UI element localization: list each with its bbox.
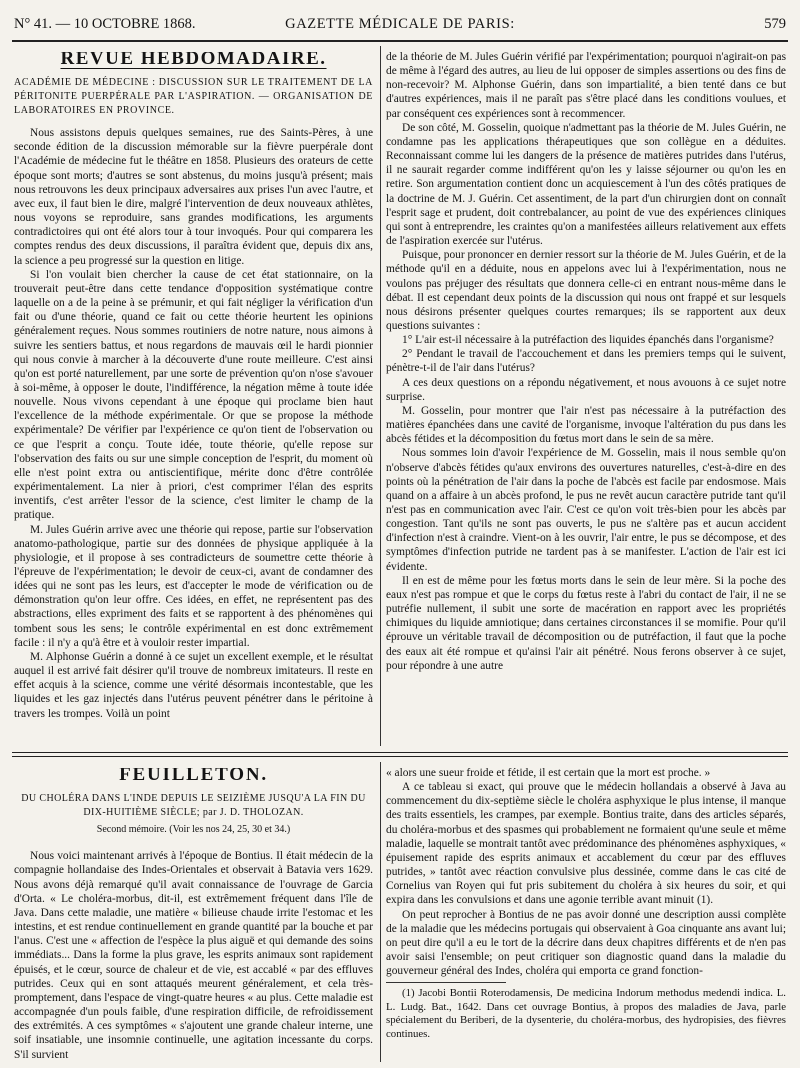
- revue-subhead: ACADÉMIE DE MÉDECINE : DISCUSSION SUR LE TRAITEMENT DE LA PÉRITONITE PUERPÉRALE PAR L'ASPIRATION. — ORGANISATION DE LABORATOIRES EN PROVINCE.: [14, 77, 373, 117]
- revue-paragraph: A ces deux questions on a répondu négativement, et nous avouons à ce sujet notre surprise.: [386, 376, 786, 403]
- journal-title: GAZETTE MÉDICALE DE PARIS:: [285, 16, 515, 32]
- footnote-rule: [386, 982, 506, 983]
- feuilleton-paragraph: On peut reprocher à Bontius de ne pas avoir donné une description aussi complète de la maladie que les médecins portugais qui observaient à Goa cinquante ans avant lui; on peut dire qu'il a eu le tort de la décrire dans deux chapitres différents et de n'en pas avoir saisi l'ensemble; on peut critiquer son diagnostic quand dans la maladie du gouverneur général des Indes, choléra qui emporta ce grand fonction-: [386, 908, 786, 978]
- header-rule: [12, 40, 788, 42]
- revue-paragraph: M. Jules Guérin arrive avec une théorie qui repose, partie sur l'observation anatomo-pathologique, partie sur des données de physique appliquée à la physiologie, et il propose à ses contradicteurs de soumettre cette théorie à l'épreuve de l'expérimentation; le devoir de ceux-ci, avant de condamner des idées qui ne sont pas les leurs, est d'accepter le mode de vérification ou de démonstration qu'on leur offre. Ces idées, en effet, ne représentent pas des abstractions, elles expriment des faits et se rapportent à des phénomènes qui tombent sous les sens; le contrôle expérimental en est donc extrêmement facile : il n'y a qu'à être et à vouloir rester impartial.: [14, 523, 373, 649]
- feuilleton-rule-top: [12, 752, 788, 753]
- page-header: [14, 14, 786, 36]
- question-2: 2° Pendant le travail de l'accouchement et dans les premiers temps qui le suivent, pénètre-t-il de l'air dans l'utérus?: [386, 348, 786, 375]
- column-divider: [380, 46, 381, 746]
- question-1: 1° L'air est-il nécessaire à la putréfaction des liquides épanchés dans l'organisme?: [402, 334, 774, 347]
- feuilleton-title: FEUILLETON.: [119, 768, 268, 785]
- feuilleton-left-column: [14, 768, 373, 1060]
- revue-left-column: [14, 52, 373, 746]
- revue-paragraph: Nous assistons depuis quelques semaines, rue des Saints-Pères, à une seconde édition de la discussion mémorable sur la fièvre puerpérale dont l'Académie de médecine fut le théâtre en 1858. Plusieurs des orateurs de cette époque sont morts; d'autres se sont abstenus, du moins jusqu'à présent; mais nous retrouvons les deux principaux adversaires aux prises l'un avec l'autre, et avec eux, il faut bien le dire, malgré l'intervention de deux nouveaux athlètes, nous voyons se reproduire, sans grandes modifications, les arguments contradictoires qui ont été alors tour à tour invoqués. Pour qui comparera les comptes rendus des deux discussions, il paraîtra évident que, depuis dix ans, la science a peu progressé sur la question en litige.: [14, 127, 373, 267]
- feuilleton-paragraph: « alors une sueur froide et fétide, il est certain que la mort est proche. »: [386, 767, 711, 779]
- feuilleton-column-divider: [380, 762, 381, 1062]
- revue-paragraph: Il en est de même pour les fœtus morts dans le sein de leur mère. Si la poche des eaux n'est pas rompue et que le corps du fœtus reste à l'abri du contact de l'air, il ne se putréfie nullement, il subit une sorte de macération en rapport avec les propriétés chimiques du liquide amniotique; dans certaines circonstances il se momifie. Pour qu'il éprouve un véritable travail de décomposition ou de putréfaction, il faut que la poche des eaux ait été rompue et qu'ainsi l'air ait pénétré. Nous ferons observer à ce sujet, pour répondre à une autre: [386, 574, 786, 672]
- revue-paragraph: Si l'on voulait bien chercher la cause de cet état stationnaire, on la trouverait peut-être dans cette tendance d'opposition systématique contre laquelle on a de la peine à se prémunir, et qui fait négliger la vérification d'un fait ou d'une théorie, quand ce fait ou cette théorie heurtent les opinions généralement reçues. Nous sommes routiniers de notre nature, nous aimons à suivre les sentiers battus, et nous regardons de mauvais œil le hardi pionnier qui nous convie à marcher à la découverte d'une route meilleure. C'est ainsi qu'on est porté naturellement, par une sorte de prévention qu'on n'ose s'avouer à soi-même, à opposer le doute, l'indifférence, la négation même à toute idée nouvelle. Nous vivons cependant à une époque qui proclame bien haut l'excellence de la méthode expérimentale. Or que se propose la méthode expérimentale? De vérifier par l'expérience ce qu'on tient de l'observation ou ce que l'esprit a conçu. Toute idée, toute théorie, qu'elle repose sur l'observation des faits ou sur une simple conception de l'esprit, du moment où elle n'est point extra ou antiscientifique, mérite donc d'être contrôlée expérimentalement. La nier à priori, c'est comprimer l'élan des esprits inventifs, c'est arrêter l'essor de la science, c'est limiter le champ de la pratique.: [14, 268, 373, 522]
- revue-paragraph: Puisque, pour prononcer en dernier ressort sur la théorie de M. Jules Guérin, et de la méthode qu'il en a déduite, nous en appelons avec lui à l'expérimentation, nous ne voulons pas préjuger des résultats que donnera celle-ci en entrant nous-même dans le débat. Il est cependant deux points de la discussion qui nous ont frappé et sur lesquels nous désirons présenter quelques courtes remarques; ils se rapportent aux deux questions suivantes :: [386, 249, 786, 332]
- footnote: (1) Jacobi Bontii Roterodamensis, De medicina Indorum methodus medendi indica. L. L. Ludg. Bat., 1642. Dans cet ouvrage Bontius, à propos des maladies de Java, parle spécialement du Beriberi, de la dysenterie, du choléra-morbus, des hydropisies, des fièvres continues.: [386, 987, 786, 1040]
- revue-right-column: [386, 50, 786, 746]
- feuilleton-rule-bottom: [12, 756, 788, 757]
- revue-paragraph: M. Alphonse Guérin a donné à ce sujet un excellent exemple, et le résultat auquel il est arrivé fait désirer qu'il trouve de nombreux imitateurs. Il reste en effet acquis à la science, comme une vérité désormais incontestable, que les liquides et les gaz injectés dans l'utérus peuvent pénétrer dans le péritoine à travers les trompes. Voilà un point: [14, 650, 373, 720]
- feuilleton-subtitle: DU CHOLÉRA DANS L'INDE DEPUIS LE SEIZIÈME JUSQU'A LA FIN DU DIX-HUITIÈME SIÈCLE; par J. D. THOLOZAN.: [21, 793, 366, 818]
- page-number: 579: [764, 16, 786, 32]
- revue-paragraph: de la théorie de M. Jules Guérin vérifié par l'expérimentation; pourquoi n'agirait-on pas de même à l'égard des autres, au lieu de lui opposer de simples assertions ou des fins de non-recevoir? M. Alphonse Guérin, dans son impartialité, a bien tenté dans ce but d'autres expériences, mais il ne paraît pas s'être placé dans les conditions voulues, et par conséquent ces expériences sont à recommencer.: [386, 51, 786, 120]
- revue-title: REVUE HEBDOMADAIRE.: [60, 52, 327, 69]
- issue-number: N° 41. — 10 OCTOBRE 1868.: [14, 16, 196, 32]
- feuilleton-right-column: [386, 766, 786, 1062]
- revue-paragraph: De son côté, M. Gosselin, quoique n'admettant pas la théorie de M. Jules Guérin, ne condamne pas les applications thérapeutiques que son collègue en a déduites. Reconnaissant comme lui les dangers de la présence de matières putrides dans l'utérus, il ne saurait regarder comme indifférent qu'on les y laisse séjourner ou qu'on les en retire. Son argumentation contient donc un acquiescement à l'un des côtés pratiques de la doctrine de M. J. Guérin. Cet assentiment, de la part d'un chirurgien dont on connaît l'esprit sage et prudent, doit contrebalancer, au point de vue des expériences cliniques qui sont à entreprendre, les craintes qu'on a manifestées ailleurs relativement aux effets de l'aspiration exercée sur l'utérus.: [386, 121, 786, 248]
- feuilleton-note: Second mémoire. (Voir les nos 24, 25, 30 et 34.): [96, 824, 291, 836]
- feuilleton-paragraph: A ce tableau si exact, qui prouve que le médecin hollandais a observé à Java au commencement du dix-septième siècle le choléra asphyxique le plus intense, il manque des traits essentiels, les crampes, par exemple. Bontius traite, dans des articles séparés, du choléra-morbus et des spasmes qui probablement ne formaient qu'une seule et même maladie, laquelle se montrait tantôt avec prédominance des phénomènes asphyxiques, « épuisement rapide des esprits animaux et accablement du cœur par des effluves putrides, » tantôt avec réaction convulsive plus dessinée, comme dans le cas cité de Cornelius van Royen qui fut pris subitement du choléra à six heures du soir, et qui expira dans les convulsions et dans une agonie terrible avant minuit (1).: [386, 781, 786, 907]
- feuilleton-paragraph: Nous voici maintenant arrivés à l'époque de Bontius. Il était médecin de la compagnie hollandaise des Indes-Orientales et observait à Batavia vers 1629. Nous avons déjà remarqué qu'il avait connaissance de l'ouvrage de Garcia d'Orta. « Le choléra-morbus, dit-il, est extrêmement fréquent dans l'île de Java. Dans cette maladie, une matière « bilieuse chaude irrite l'estomac et les intestins, et est rendue continuellement en grande quantité par la bouche et par l'anus. C'est une « affection de l'espèce la plus aiguë et qui demande des soins immédiats... Dans la forme la plus grave, les esprits animaux sont rapidement épuisés, et le cœur, source de chaleur et de vie, est accablé « par des effluves putrides. Ceux qui en sont attaqués meurent généralement, et cela très-promptement, dans l'espace de vingt-quatre heures « au plus. Cette maladie est accompagnée d'un pouls faible, d'une respiration difficile, de refroidissement des extrémités. A ces symptômes « s'ajoutent une grande chaleur interne, une soif insatiable, une insomnie continuelle, une agitation incessante du corps. S'il survient: [14, 850, 373, 1060]
- revue-paragraph: M. Gosselin, pour montrer que l'air n'est pas nécessaire à la putréfaction des matières épanchées dans une cavité de l'organisme, invoque l'altération du pus dans les abcès fétides et la décomposition du fœtus mort dans le sein de sa mère.: [386, 404, 786, 446]
- revue-paragraph: Nous sommes loin d'avoir l'expérience de M. Gosselin, mais il nous semble qu'on n'observe d'abcès fétides qu'aux environs des ouvertures naturelles, c'est-à-dire en des points où la pénétration de l'air dans la poche de l'abcès est facile par endosmose. Mais quand on a affaire à un abcès profond, le pus ne revêt aucun caractère putride tant qu'il n'est pas en communication avec l'air. C'est ce qu'on voit très-bien pour les abcès par congestion. Tant qu'ils ne sont pas ouverts, le pus ne s'altère pas et aucun accident d'infection n'est à craindre. Vient-on à les ouvrir, l'air entre, le pus se décompose, et des symptômes d'infection putride ne tardent pas à se manifester. L'action de l'air est ici évidente.: [386, 447, 786, 573]
